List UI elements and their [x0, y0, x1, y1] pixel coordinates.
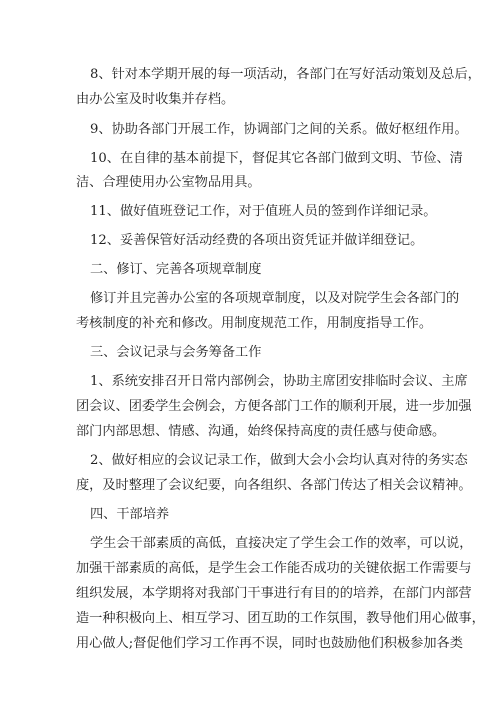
- paragraph-line: 9、协助各部门开展工作，协调部门之间的关系。做好枢纽作用。: [90, 122, 468, 137]
- paragraph-line: 用心做人;督促他们学习工作再不误，同时也鼓励他们积极参加各类: [76, 636, 463, 651]
- paragraph-line: 考核制度的补充和修改。用制度规范工作，用制度指导工作。: [76, 316, 433, 331]
- paragraph-line: 加强干部素质的高低，是学生会工作能否成功的关键依据工作需要与: [76, 561, 472, 576]
- paragraph-line: 2、做好相应的会议记录工作，做到大会小会均认真对待的务实态: [90, 453, 468, 468]
- paragraph-line: 修订并且完善办公室的各项规章制度，以及对院学生会各部门的: [90, 291, 460, 306]
- paragraph-line: 组织发展，本学期将对我部门干事进行有目的的培养，在部门内部营: [76, 586, 472, 601]
- section-heading: 三、会议记录与会务筹备工作: [90, 345, 262, 360]
- paragraph-line: 团会议、团委学生会例会，方便各部门工作的顺利开展，进一步加强: [76, 399, 472, 414]
- paragraph-line: 11、做好值班登记工作，对于值班人员的签到作详细记录。: [90, 204, 437, 219]
- paragraph-line: 12、妥善保管好活动经费的各项出资凭证并做详细登记。: [90, 233, 424, 248]
- paragraph-line: 10、在自律的基本前提下，督促其它各部门做到文明、节俭、清: [90, 151, 463, 166]
- paragraph-line: 8、针对本学期开展的每一项活动，各部门在写好活动策划及总后，: [90, 67, 481, 82]
- section-heading: 二、修订、完善各项规章制度: [90, 262, 262, 277]
- paragraph-line: 1、系统安排召开日常内部例会，协助主席团安排临时会议、主席: [90, 374, 468, 389]
- paragraph-line: 造一种积极向上、相互学习、团互助的工作氛围，教导他们用心做事，: [76, 611, 485, 626]
- paragraph-line: 学生会干部素质的高低，直接决定了学生会工作的效率，可以说，: [90, 536, 473, 551]
- paragraph-line: 洁、合理使用办公室物品用具。: [76, 175, 261, 190]
- paragraph-line: 由办公室及时收集并存档。: [76, 92, 235, 107]
- section-heading: 四、干部培养: [90, 507, 170, 522]
- paragraph-line: 部门内部思想、情感、沟通，始终保持高度的责任感与使命感。: [76, 424, 446, 439]
- paragraph-line: 度，及时整理了会议纪要，向各组织、各部门传达了相关会议精神。: [76, 478, 472, 493]
